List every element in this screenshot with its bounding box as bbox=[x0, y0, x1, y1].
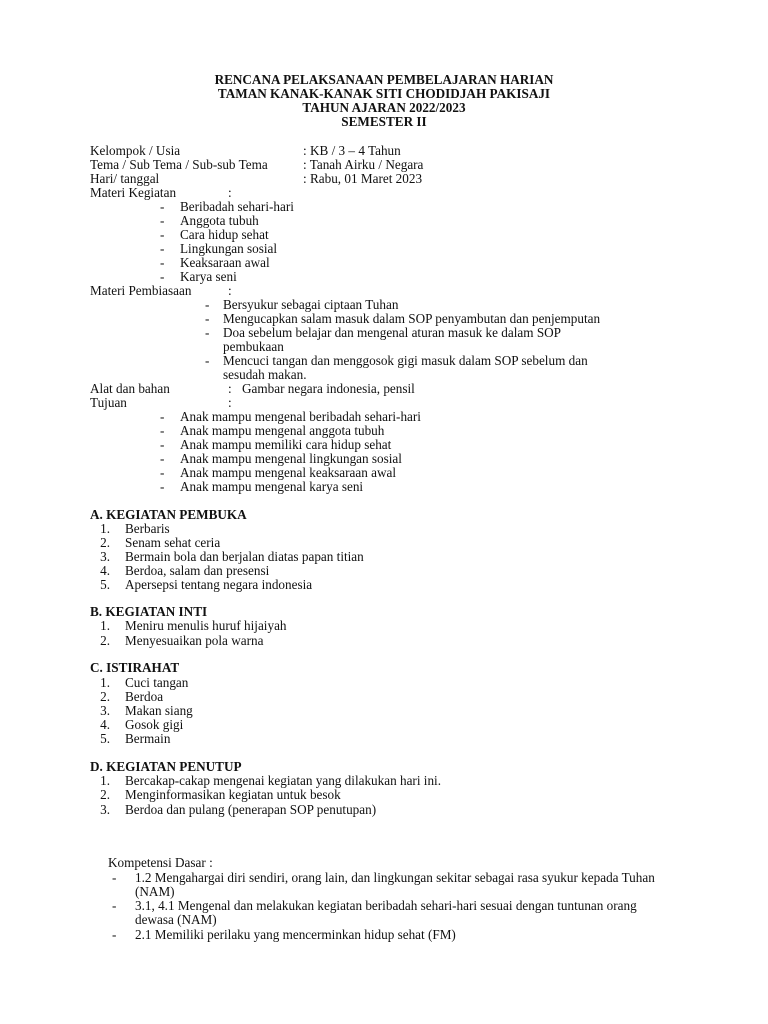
section-heading-penutup: D. KEGIATAN PENUTUP bbox=[90, 759, 242, 774]
alat-value: Gambar negara indonesia, pensil bbox=[242, 381, 415, 396]
list-item-continuation: pembukaan bbox=[223, 339, 284, 354]
list-item-continuation: sesudah makan. bbox=[223, 367, 307, 382]
hari-value: : Rabu, 01 Maret 2023 bbox=[303, 171, 423, 186]
materi-kegiatan-label: Materi Kegiatan bbox=[90, 185, 177, 200]
alat-colon: : bbox=[228, 381, 232, 396]
section-heading-istirahat: C. ISTIRAHAT bbox=[90, 660, 180, 675]
list-item-continuation: dewasa (NAM) bbox=[135, 912, 217, 927]
section-heading-inti: B. KEGIATAN INTI bbox=[90, 604, 208, 619]
kelompok-label: Kelompok / Usia bbox=[90, 143, 181, 158]
tema-value: : Tanah Airku / Negara bbox=[303, 157, 424, 172]
doc-title-line-4: SEMESTER II bbox=[341, 114, 427, 129]
doc-title-line-1: RENCANA PELAKSANAAN PEMBELAJARAN HARIAN bbox=[214, 72, 554, 87]
alat-label: Alat dan bahan bbox=[90, 381, 170, 396]
tujuan-colon: : bbox=[228, 395, 232, 410]
materi-pembiasaan-label: Materi Pembiasaan bbox=[90, 283, 192, 298]
document-page: RENCANA PELAKSANAAN PEMBELAJARAN HARIAN TAMAN KANAK-KANAK SITI CHODIDJAH PAKISAJI TAHUN AJARAN 2022/2023 SEMESTER II Kelompok / Usia : KB / 3 – 4 Tahun Tema / Sub Tema / Sub-sub Tema : Tanah Airku / Negara Hari/ tanggal : Rabu, 01 Maret 2023 Materi Kegiatan : - Beribadah sehari-hari - Anggota tubuh - Cara hidup sehat - Lingkungan sosial - Keaksaraan awal - Karya seni Materi Pembiasaan : - Bersyukur sebagai ciptaan Tuhan - Mengucapkan salam masuk dalam SOP penyambutan dan penjemputan - Doa sebelum belajar dan mengenal aturan masuk ke dalam SOP pembukaan - Mencuci tangan dan menggosok gigi masuk dalam SOP sebelum dan sesudah makan. Alat dan bahan : Gambar negara indonesia, pensil Tujuan : - Anak mampu mengenal beribadah sehari-hari - Anak mampu mengenal anggota tubuh - Anak mampu memiliki cara hidup sehat - Anak mampu mengenal lingkungan sosial - Anak mampu mengenal keaksaraan awal - Anak mampu mengenal karya seni A. KEGIATAN PEMBUKA 1. Berbaris 2. Senam sehat ceria 3. Bermain bola dan berjalan diatas papan titian 4. Berdoa, salam dan presensi 5. Apersepsi tentang negara indonesia B. KEGIATAN INTI 1. Meniru menulis huruf hijaiyah 2. Menyesuaikan pola warna C. ISTIRAHAT 1. Cuci tangan 2. Berdoa 3. Makan siang 4. Gosok gigi 5. Bermain D. KEGIATAN PENUTUP 1. Bercakap-cakap mengenai kegiatan yang dilakukan hari ini. 2. Menginformasikan kegiatan untuk besok 3. Berdoa dan pulang (penerapan SOP penutupan) Kompetensi Dasar : - 1.2 Mengahargai diri sendiri, orang lain, dan lingkungan sekitar sebagai rasa syukur kepada Tuhan (NAM) - 3.1, 4.1 Mengenal dan melakukan kegiatan beribadah sehari-hari sesuai dengan tuntunan orang dewasa (NAM) - 2.1 Memiliki perilaku yang mencerminkan hidup sehat (FM) bbox=[0, 0, 768, 1024]
tema-label: Tema / Sub Tema / Sub-sub Tema bbox=[90, 157, 268, 172]
doc-title-line-2: TAMAN KANAK-KANAK SITI CHODIDJAH PAKISAJI bbox=[217, 86, 551, 101]
kelompok-value: : KB / 3 – 4 Tahun bbox=[303, 143, 401, 158]
kompetensi-title: Kompetensi Dasar : bbox=[108, 855, 213, 870]
hari-label: Hari/ tanggal bbox=[90, 171, 160, 186]
materi-pembiasaan-colon: : bbox=[228, 283, 232, 298]
doc-title-line-3: TAHUN AJARAN 2022/2023 bbox=[302, 100, 466, 115]
section-heading-pembuka: A. KEGIATAN PEMBUKA bbox=[90, 507, 247, 522]
list-item-continuation: (NAM) bbox=[135, 884, 175, 899]
tujuan-label: Tujuan bbox=[90, 395, 127, 410]
materi-kegiatan-colon: : bbox=[228, 185, 232, 200]
